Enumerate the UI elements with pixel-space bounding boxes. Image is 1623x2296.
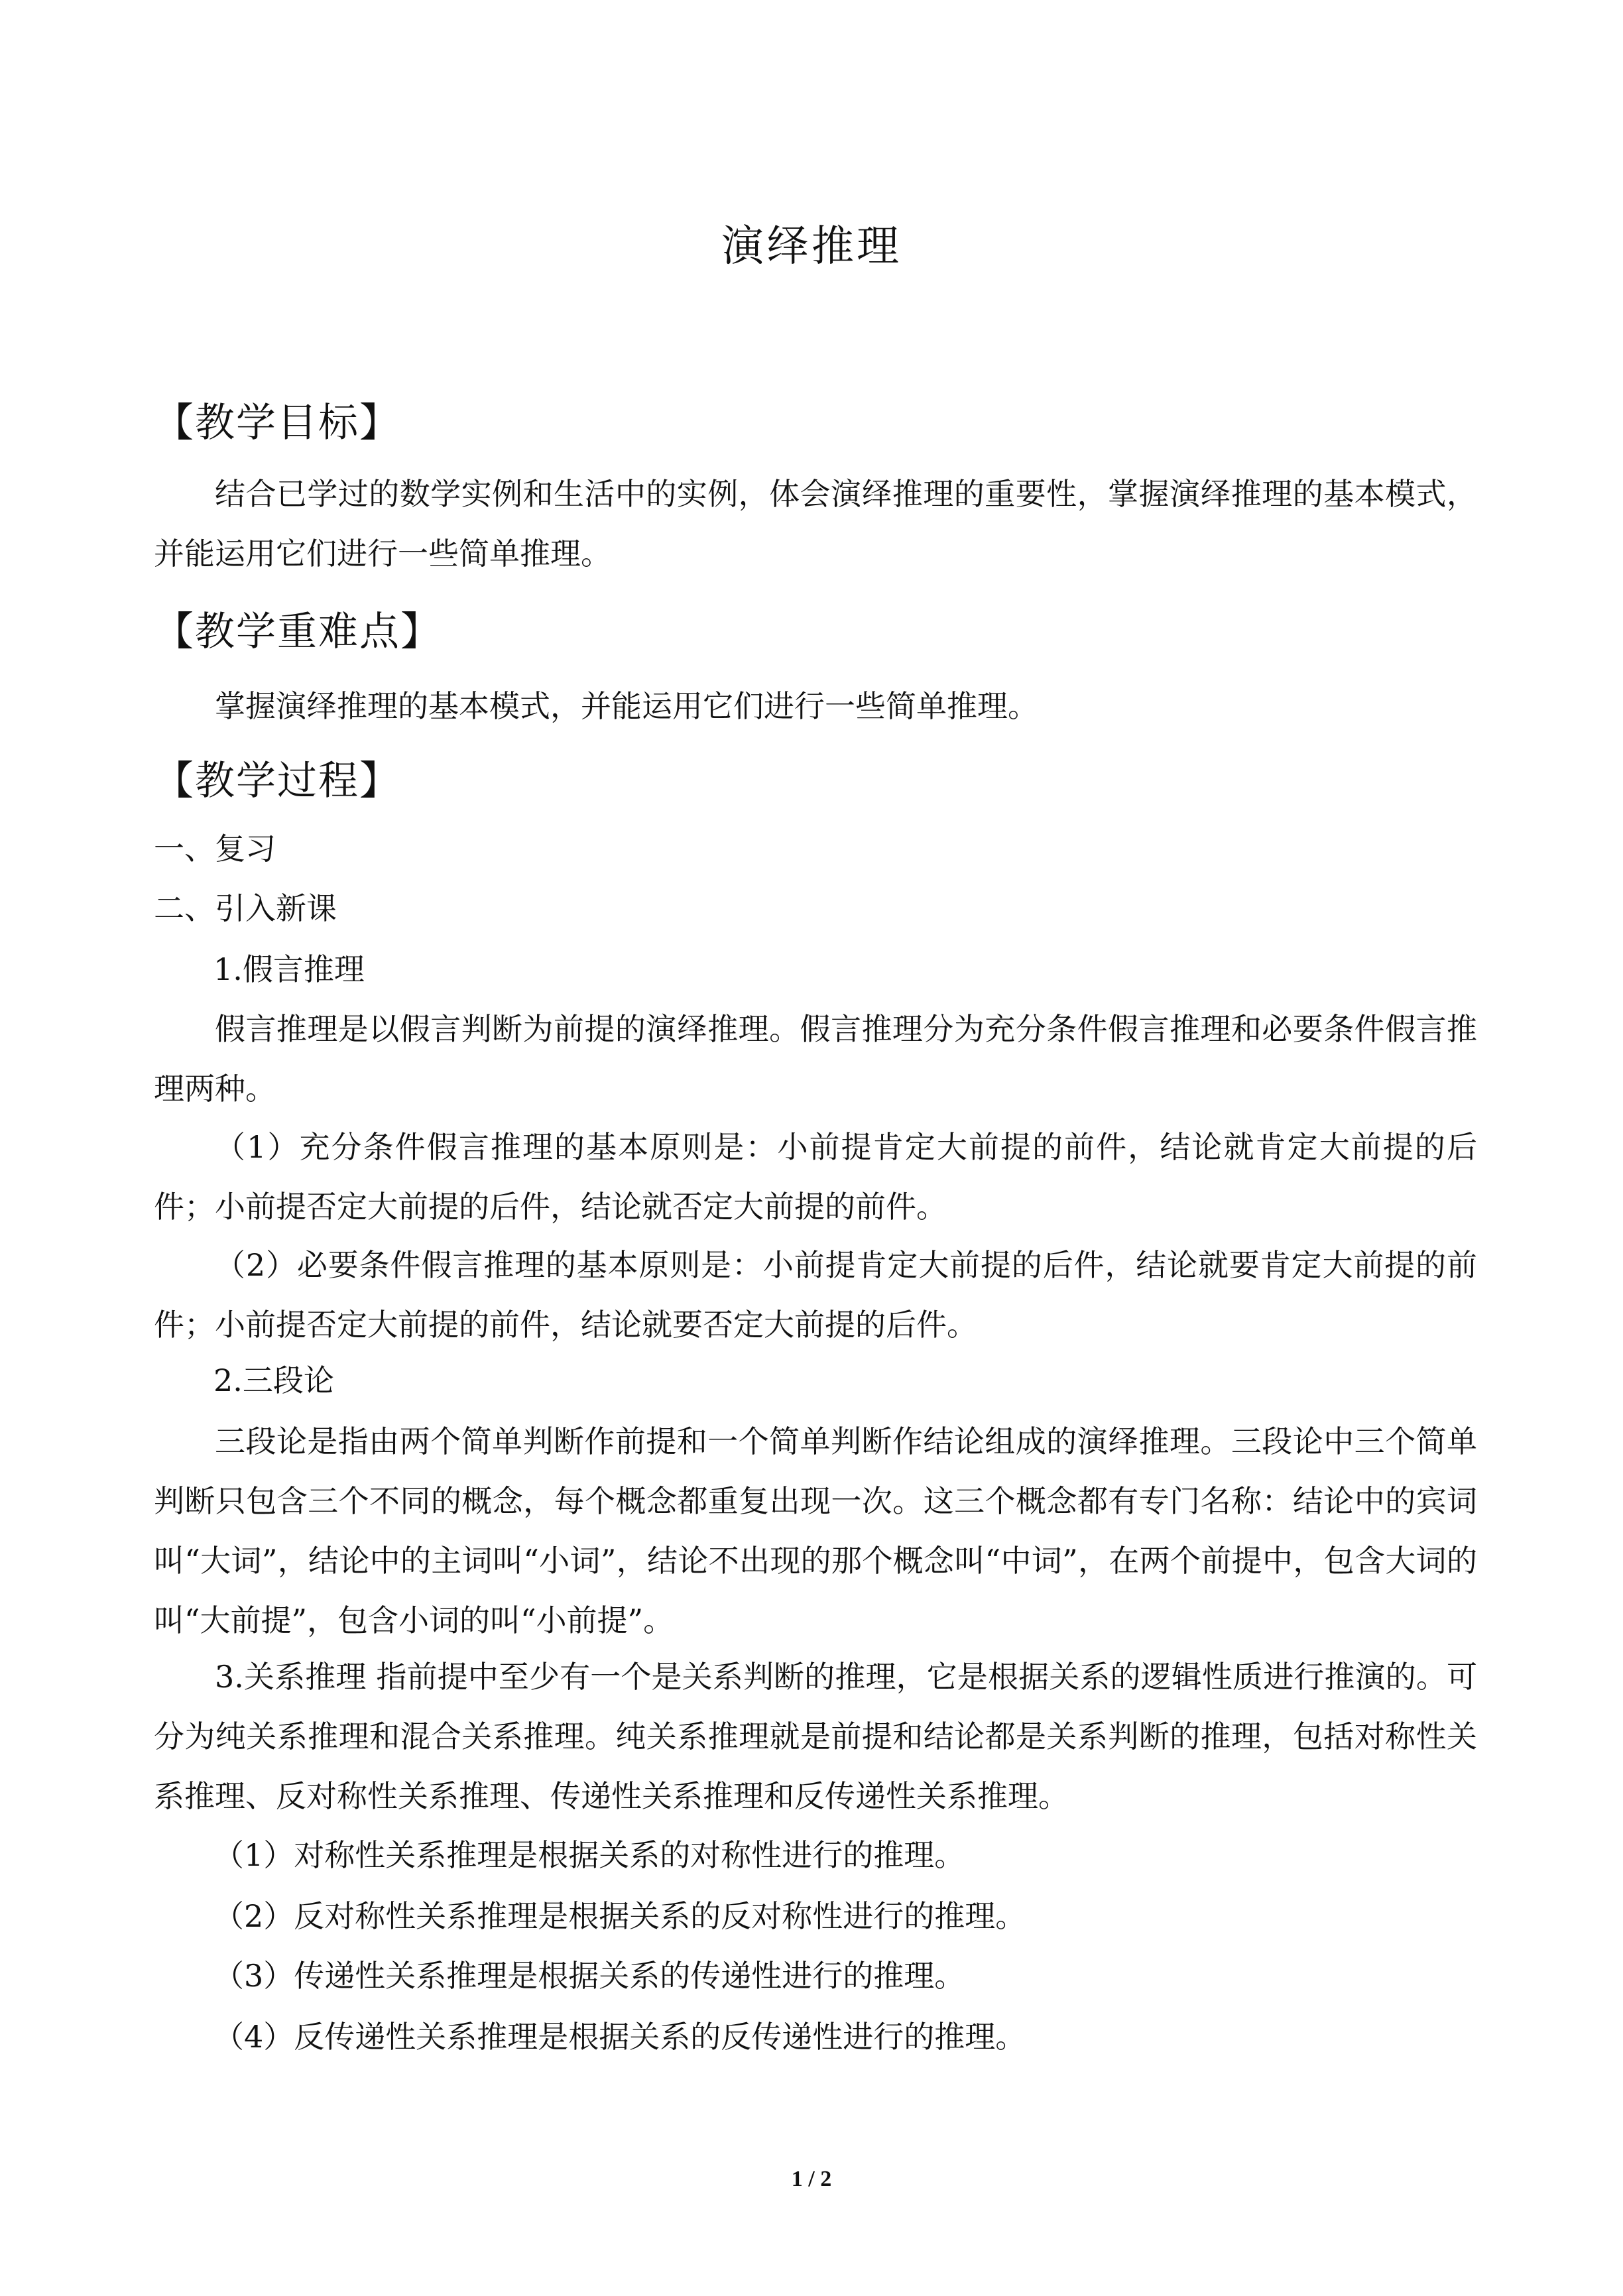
page-number: 1 / 2 bbox=[791, 2167, 832, 2191]
relational-item-1: （1）对称性关系推理是根据关系的对称性进行的推理。 bbox=[213, 1837, 965, 1873]
sufficient-condition-paragraph: （1）充分条件假言推理的基本原则是：小前提肯定大前提的前件，结论就肯定大前提的后件；小前提否定大前提的后件，结论就否定大前提的前件。 bbox=[154, 1129, 1477, 1225]
relational-item-2: （2）反对称性关系推理是根据关系的反对称性进行的推理。 bbox=[213, 1898, 1026, 1934]
relational-item-3: （3）传递性关系推理是根据关系的传递性进行的推理。 bbox=[213, 1958, 965, 1994]
section-heading-goals: 【教学目标】 bbox=[154, 400, 400, 446]
relational-item-4: （4）反传递性关系推理是根据关系的反传递性进行的推理。 bbox=[213, 2019, 1026, 2055]
section-heading-key-points: 【教学重难点】 bbox=[154, 609, 442, 655]
section-heading-process: 【教学过程】 bbox=[154, 758, 400, 804]
key-points-paragraph: 掌握演绎推理的基本模式，并能运用它们进行一些简单推理。 bbox=[215, 688, 1038, 724]
subsection-title-syllogism: 2.三段论 bbox=[213, 1362, 334, 1398]
relational-reasoning-paragraph: 3.关系推理 指前提中至少有一个是关系判断的推理，它是根据关系的逻辑性质进行推演的。可分为纯关系推理和混合关系推理。纯关系推理就是前提和结论都是关系判断的推理，包括对称性关系推理、反对称性关系推理、传递性关系推理和反传递性关系推理。 bbox=[154, 1659, 1477, 1814]
necessary-condition-paragraph: （2）必要条件假言推理的基本原则是：小前提肯定大前提的后件，结论就要肯定大前提的前件；小前提否定大前提的前件，结论就要否定大前提的后件。 bbox=[154, 1247, 1477, 1343]
goals-paragraph: 结合已学过的数学实例和生活中的实例，体会演绎推理的重要性，掌握演绎推理的基本模式，并能运用它们进行一些简单推理。 bbox=[154, 476, 1477, 572]
subsection-title-hypothetical: 1.假言推理 bbox=[213, 951, 365, 987]
page-title: 演绎推理 bbox=[721, 222, 902, 271]
process-item-new-lesson: 二、引入新课 bbox=[154, 890, 337, 926]
syllogism-paragraph: 三段论是指由两个简单判断作前提和一个简单判断作结论组成的演绎推理。三段论中三个简单判断只包含三个不同的概念，每个概念都重复出现一次。这三个概念都有专门名称：结论中的宾词叫“大词”，结论中的主词叫“小词”，结论不出现的那个概念叫“中词”，在两个前提中，包含大词的叫“大前提”，包含小词的叫“小前提”。 bbox=[154, 1423, 1477, 1638]
hypothetical-definition-paragraph: 假言推理是以假言判断为前提的演绎推理。假言推理分为充分条件假言推理和必要条件假言推理两种。 bbox=[154, 1011, 1477, 1107]
process-item-review: 一、复习 bbox=[154, 831, 276, 867]
